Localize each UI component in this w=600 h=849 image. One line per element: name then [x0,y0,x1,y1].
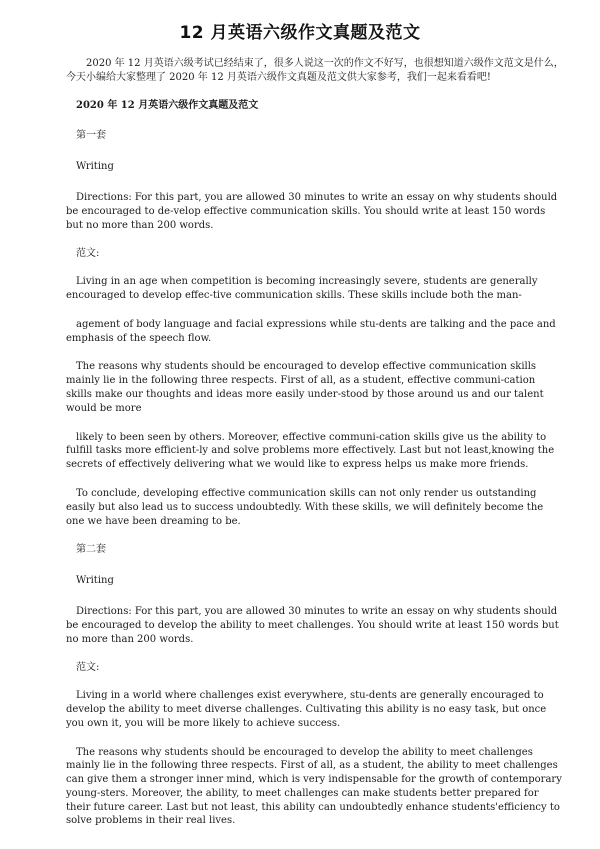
set2-model-label: 范文: [76,662,100,674]
set1-model-label: 范文: [76,248,100,260]
set1-paragraph-2b: likely to been seen by others. Moreover, effective communi-cation skills give us the ability to fulfill tasks more efficient-ly and solve problems more effectively. Last but not least,knowing the secrets of effectively delivering what we would like to express helps us make more friends. [66,431,555,471]
set1-paragraph-2a: The reasons why students should be encouraged to develop effective communication skills mainly lie in the following three respects. First of all, as a student, effective communi-cation skills make our thoughts and ideas more easily under-stood by those around us and our talent would be more [66,361,544,414]
set2-paragraph-2: The reasons why students should be encouraged to develop the ability to meet challenges mainly lie in the following three respects. First of all, as a student, the ability to meet challenges can give them a stronger inner mind, which is very indispensable for the growth of contemporary young-sters. Moreover, the ability, to meet challenges can make students better prepared for their future career. Last but not least, this ability can undoubtedly enhance students'efficiency to solve problems in their real lives. [66,746,562,827]
set1-paragraph-1b: agement of body language and facial expressions while stu-dents are talking and the pace and emphasis of the speech flow. [66,318,556,344]
set2-paragraph-1: Living in a world where challenges exist everywhere, stu-dents are generally encouraged to develop the ability to meet diverse challenges. Cultivating this ability is no easy task, but once you own it, you will be more likely to achieve success. [66,690,547,729]
set2-label: 第二套 [76,544,106,556]
set1-paragraph-1a: Living in an age when competition is becoming increasingly severe, students are generally encouraged to develop effec-tive communication skills. These skills include both the man- [66,276,538,301]
set2-directions: Directions: For this part, you are allowed 30 minutes to write an essay on why students should be encouraged to develop the ability to meet challenges. You should write at least 150 words but no more than 200 words. [66,605,559,645]
intro-paragraph: 2020 年 12 月英语六级考试已经结束了，很多人说这一次的作文不好写，也很想知道六级作文范文是什么，今天小编给大家整理了 2020 年 12 月英语六级作文真题及范文供大家参考，我们一起来看看吧! [66,58,564,83]
section-subtitle: 2020 年 12 月英语六级作文真题及范文 [76,99,259,111]
set1-label: 第一套 [76,130,106,142]
set1-writing-label: Writing [76,161,114,173]
set1-directions: Directions: For this part, you are allowed 30 minutes to write an essay on why students should be encouraged to de-velop effective communication skills. You should write at least 150 words but no more than 200 words. [66,191,558,231]
set1-paragraph-3: To conclude, developing effective communication skills can not only render us outstanding easily but also lead us to success undoubtedly. With these skills, we will definitely become the one we have been dreaming to be. [66,487,544,527]
set2-writing-label: Writing [76,575,114,587]
page-title: 12 月英语六级作文真题及范文 [179,23,421,43]
